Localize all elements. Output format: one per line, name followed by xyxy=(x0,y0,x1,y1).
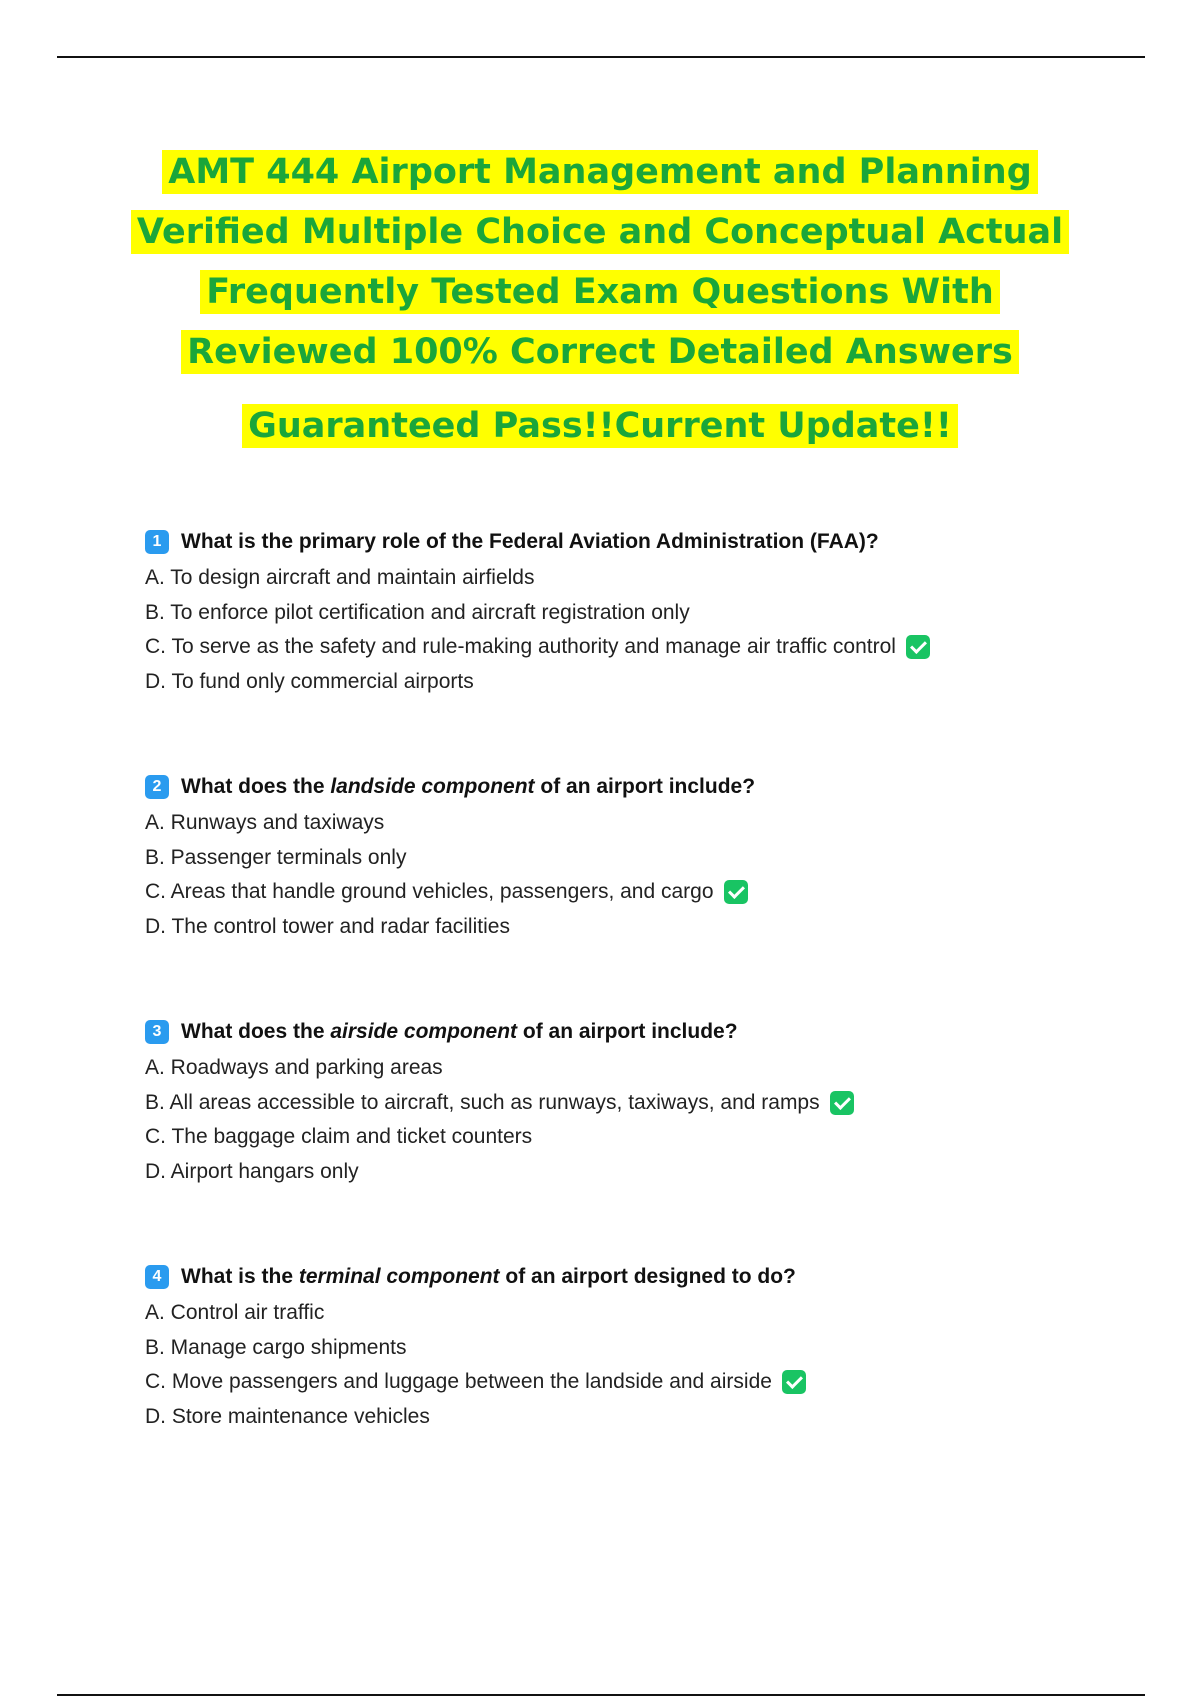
option-b: B. All areas accessible to aircraft, such as runways, taxiways, and ramps xyxy=(145,1086,1145,1121)
option-c: C. Areas that handle ground vehicles, passengers, and cargo xyxy=(145,875,1145,910)
question-3 xyxy=(145,1015,1145,1189)
question-text: What is the primary role of the Federal Aviation Administration (FAA)? xyxy=(181,530,879,553)
option-b: B. Passenger terminals only xyxy=(145,845,407,869)
option-a: A. To design aircraft and maintain airfields xyxy=(145,566,535,590)
bottom-rule xyxy=(57,1694,1145,1696)
option-d: D. Airport hangars only xyxy=(145,1159,359,1183)
number-2-icon: 2 xyxy=(145,775,169,799)
option-a: A. Roadways and parking areas xyxy=(145,1056,443,1080)
question-text-suffix: of an airport include? xyxy=(517,1020,738,1043)
check-mark-icon xyxy=(830,1091,854,1115)
option-d: D. Store maintenance vehicles xyxy=(145,1404,430,1428)
title-line-5: Guaranteed Pass!!Current Update!! xyxy=(100,396,1100,456)
question-heading xyxy=(145,525,1145,559)
question-text-suffix: of an airport include? xyxy=(534,775,756,798)
top-rule xyxy=(57,56,1145,58)
option-list xyxy=(145,1296,1145,1434)
question-text-prefix: What does the xyxy=(181,775,331,798)
check-mark-icon xyxy=(724,880,748,904)
question-text-emphasis: landside component xyxy=(330,775,535,798)
title-line-3: Frequently Tested Exam Questions With xyxy=(100,262,1100,322)
option-d: D. To fund only commercial airports xyxy=(145,669,474,693)
question-4 xyxy=(145,1260,1145,1434)
option-list xyxy=(145,806,1145,944)
question-2 xyxy=(145,770,1145,944)
check-mark-icon xyxy=(906,635,930,659)
option-b: B. To enforce pilot certification and aircraft registration only xyxy=(145,600,690,624)
title-line-2: Verified Multiple Choice and Conceptual Actual xyxy=(100,202,1100,262)
document-title xyxy=(100,142,1100,456)
option-c: C. Move passengers and luggage between the landside and airside xyxy=(145,1365,1145,1400)
check-mark-icon xyxy=(782,1370,806,1394)
title-line-1: AMT 444 Airport Management and Planning xyxy=(100,142,1100,202)
question-text-suffix: of an airport designed to do? xyxy=(499,1265,796,1288)
number-3-icon: 3 xyxy=(145,1020,169,1044)
question-text-prefix: What does the xyxy=(181,1020,331,1043)
option-c: C. To serve as the safety and rule-making authority and manage air traffic control xyxy=(145,630,1145,665)
option-b: B. Manage cargo shipments xyxy=(145,1335,407,1359)
title-line-4: Reviewed 100% Correct Detailed Answers xyxy=(100,322,1100,382)
option-d: D. The control tower and radar facilities xyxy=(145,914,510,938)
question-heading xyxy=(145,770,1145,804)
question-heading xyxy=(145,1015,1145,1049)
question-text-emphasis: terminal component xyxy=(298,1265,500,1288)
number-1-icon: 1 xyxy=(145,530,169,554)
option-c: C. The baggage claim and ticket counters xyxy=(145,1125,533,1149)
option-list xyxy=(145,561,1145,699)
question-text-emphasis: airside component xyxy=(330,1020,518,1043)
question-text-prefix: What is the xyxy=(181,1265,299,1288)
option-a: A. Control air traffic xyxy=(145,1301,325,1325)
question-1 xyxy=(145,525,1145,699)
question-heading xyxy=(145,1260,1145,1294)
number-4-icon: 4 xyxy=(145,1265,169,1289)
option-list xyxy=(145,1051,1145,1189)
option-a: A. Runways and taxiways xyxy=(145,811,385,835)
